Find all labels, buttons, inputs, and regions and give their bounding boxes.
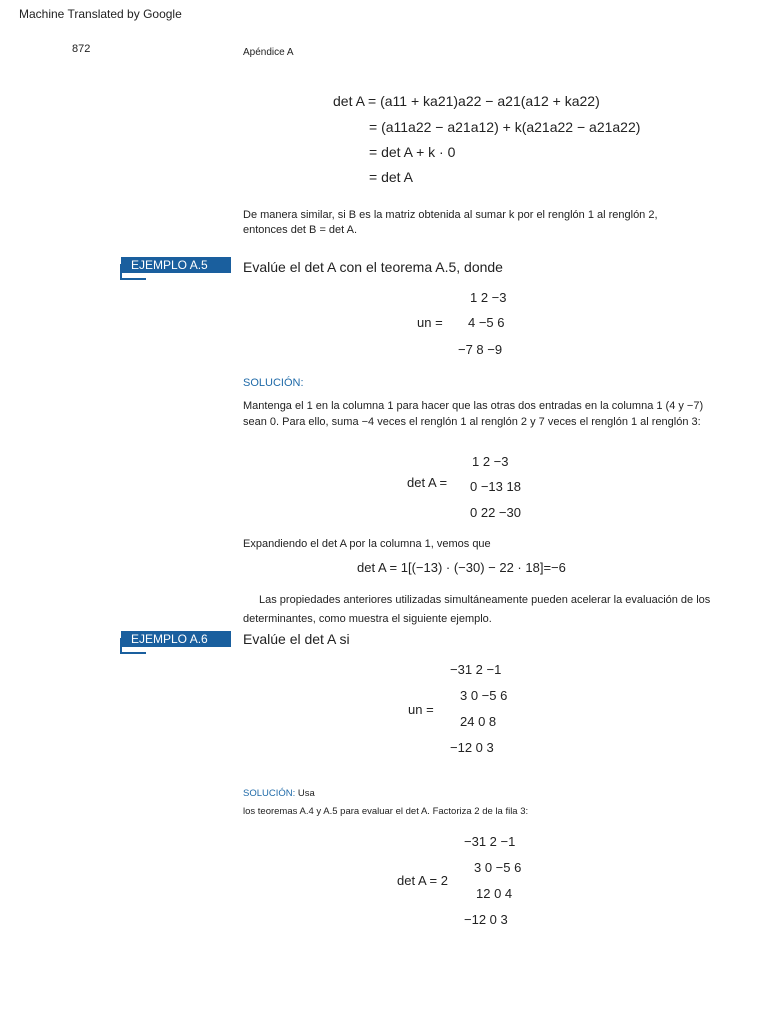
equation-line: = det A xyxy=(369,169,413,185)
expand-text: Expandiendo el det A por la columna 1, vemos que xyxy=(243,538,491,550)
solution-heading: SOLUCIÓN: xyxy=(243,377,304,389)
solution-text: Mantenga el 1 en la columna 1 para hacer que las otras dos entradas en la columna 1 (4 y −7) sean 0. Para ello, suma −4 veces el renglón 1 al renglón 2 y 7 veces el renglón 1 al renglón 3: xyxy=(243,400,704,428)
example-title: Evalúe el det A con el teorema A.5, donde xyxy=(243,259,503,275)
matrix-row: 0 22 −30 xyxy=(470,505,521,520)
matrix-row: 1 2 −3 xyxy=(472,454,509,469)
matrix-row: 0 −13 18 xyxy=(470,479,521,494)
equation-line: = (a11a22 − a21a12) + k(a21a22 − a21a22) xyxy=(369,119,641,135)
equation-line: det A = (a11 + ka21)a22 − a21(a12 + ka22) xyxy=(333,93,600,109)
solution-text: los teoremas A.4 y A.5 para evaluar el det A. Factoriza 2 de la fila 3: xyxy=(243,806,529,817)
solution-line xyxy=(243,788,315,799)
result-equation: det A = 1[(−13) · (−30) − 22 · 18]=−6 xyxy=(357,560,566,575)
matrix-row: 12 0 4 xyxy=(476,886,513,901)
example-title: Evalúe el det A si xyxy=(243,631,350,647)
matrix-label: un = xyxy=(417,315,443,330)
matrix-row: −12 0 3 xyxy=(450,740,494,755)
matrix-row: 3 0 −5 6 xyxy=(474,860,522,875)
matrix-row: 3 0 −5 6 xyxy=(460,688,508,703)
properties-paragraph: Las propiedades anteriores utilizadas simultáneamente pueden acelerar la evaluación de los determinantes, como muestra el siguiente ejemplo. xyxy=(243,594,711,625)
section-title: Apéndice A xyxy=(243,47,294,58)
det-label: det A = xyxy=(407,475,448,490)
equation-line: = det A + k · 0 xyxy=(369,144,456,160)
example-label: EJEMPLO A.5 xyxy=(121,257,231,273)
matrix-row: 4 −5 6 xyxy=(468,315,505,330)
matrix-row: −31 2 −1 xyxy=(464,834,516,849)
matrix-row: 1 2 −3 xyxy=(470,290,507,305)
matrix-label: un = xyxy=(408,702,434,717)
matrix-row: −7 8 −9 xyxy=(458,342,503,357)
matrix-row: 24 0 8 xyxy=(460,714,497,729)
det-label: det A = 2 xyxy=(397,873,448,888)
matrix-row: −12 0 3 xyxy=(464,912,508,927)
solution-word: Usa xyxy=(295,788,315,799)
matrix-row: −31 2 −1 xyxy=(450,662,502,677)
translation-banner: Machine Translated by Google xyxy=(19,7,182,21)
intro-paragraph: De manera similar, si B es la matriz obtenida al sumar k por el renglón 1 al renglón 2, entonces det B = det A. xyxy=(243,209,658,236)
example-label: EJEMPLO A.6 xyxy=(121,631,231,647)
page-number: 872 xyxy=(72,43,91,55)
solution-heading: SOLUCIÓN: xyxy=(243,788,296,799)
